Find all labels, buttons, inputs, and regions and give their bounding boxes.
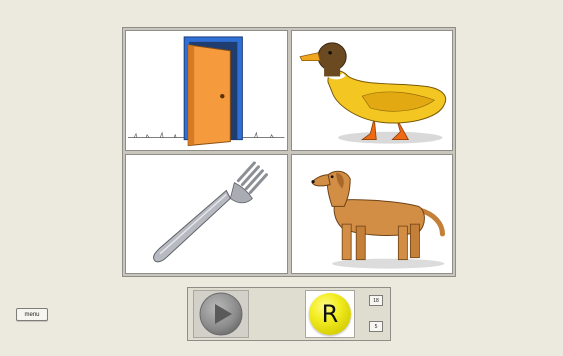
picture-grid xyxy=(122,27,456,277)
picture-tile-dog[interactable] xyxy=(291,154,454,275)
menu-button[interactable] xyxy=(16,308,48,321)
letter-text: R xyxy=(321,300,339,328)
counter-bottom-value: 5 xyxy=(374,323,378,330)
picture-tile-duck[interactable] xyxy=(291,30,454,151)
menu-button-label: menu xyxy=(24,311,40,318)
picture-tile-door[interactable] xyxy=(125,30,288,151)
door-icon xyxy=(126,31,287,150)
duck-icon xyxy=(292,31,453,150)
dog-icon xyxy=(292,155,453,274)
counter-top xyxy=(369,295,383,306)
play-button[interactable] xyxy=(193,290,249,338)
letter-badge xyxy=(309,293,351,335)
fork-icon xyxy=(126,155,287,274)
counter-top-value: 18 xyxy=(373,297,379,304)
letter-button[interactable] xyxy=(305,290,355,338)
control-panel xyxy=(187,287,391,341)
play-icon xyxy=(198,291,244,337)
counter-bottom xyxy=(369,321,383,332)
picture-tile-fork[interactable] xyxy=(125,154,288,275)
